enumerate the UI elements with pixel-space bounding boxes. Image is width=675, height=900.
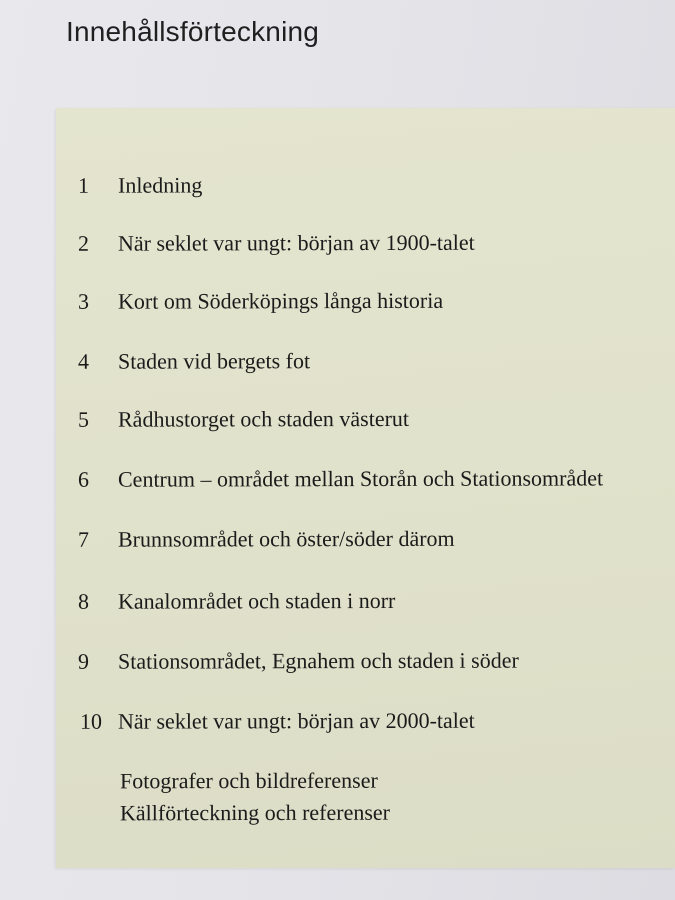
toc-item-2 [56,229,675,263]
toc-extra-photographers: Fotografer och bildreferenser [119,767,378,794]
toc-label: Kort om Söderköpings långa historia [117,287,444,314]
toc-item-4 [56,347,675,381]
toc-number: 10 [79,708,103,734]
toc-label: Stationsområdet, Egnahem och staden i söder [117,647,519,674]
toc-number: 8 [77,588,90,614]
toc-label: Brunnsområdet och öster/söder därom [117,525,455,552]
toc-label: Centrum – området mellan Storån och Stationsområdet [117,465,604,492]
toc-extra-sources: Källförteckning och referenser [119,799,391,826]
toc-label: Rådhustorget och staden västerut [117,405,410,432]
toc-item-3 [56,287,675,321]
toc-item-7 [56,525,675,559]
toc-number: 5 [77,406,90,432]
page-title: Innehållsförteckning [66,16,320,47]
toc-item-10 [56,707,675,741]
toc-number: 2 [77,230,90,256]
toc-number: 1 [77,172,90,198]
toc-number: 9 [77,648,90,674]
toc-item-6 [56,465,675,499]
toc-item-9 [56,647,675,681]
toc-item-5 [56,405,675,439]
toc-number: 7 [77,526,90,552]
toc-number: 3 [77,288,90,314]
toc-label: Staden vid bergets fot [117,348,311,374]
toc-label: Inledning [117,172,203,198]
toc-label: När seklet var ungt: början av 2000-talet [117,707,475,734]
toc-number: 4 [77,348,90,374]
toc-number: 6 [77,466,90,492]
toc-item-8 [56,587,675,621]
toc-item-1 [56,171,675,205]
toc-panel [56,108,675,868]
toc-label: Kanalområdet och staden i norr [117,587,396,614]
toc-label: När seklet var ungt: början av 1900-talet [117,229,475,256]
